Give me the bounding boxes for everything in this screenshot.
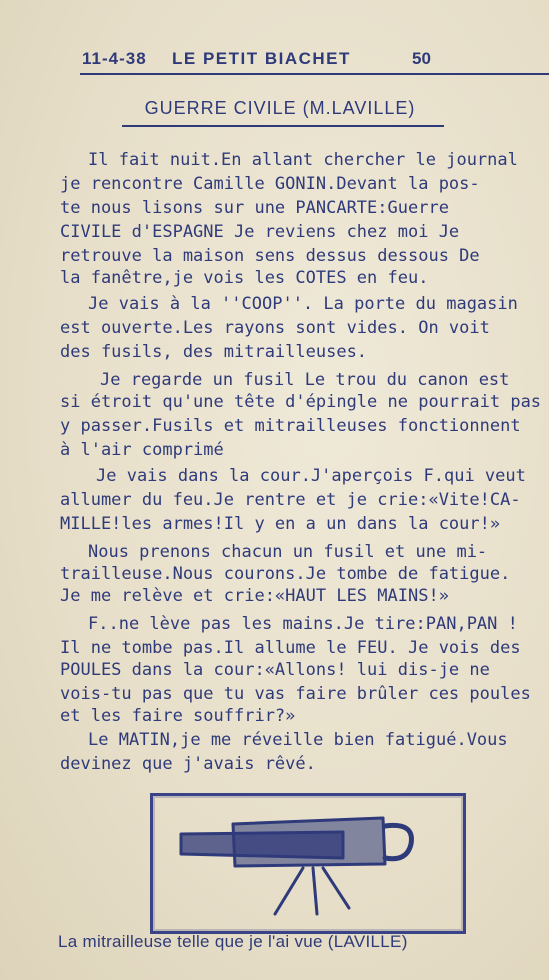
header-rule [80, 73, 549, 75]
title-underline [122, 125, 444, 127]
body-line: devinez que j'avais rêvé. [60, 754, 316, 774]
body-line: Il fait nuit.En allant chercher le journal [88, 150, 518, 170]
body-line: Je vais à la ''COOP''. La porte du magasin [88, 294, 518, 314]
body-line: et les faire souffrir?» [60, 706, 296, 726]
body-line: Il ne tombe pas.Il allume le FEU. Je vois des [60, 638, 521, 658]
body-line: si étroit qu'une tête d'épingle ne pourrait pas [60, 392, 542, 412]
body-line: Le MATIN,je me réveille bien fatigué.Vous [88, 730, 508, 750]
body-line: la fanêtre,je vois les COTES en feu. [60, 268, 429, 288]
page-header [82, 44, 549, 74]
body-line: Nous prenons chacun un fusil et une mi- [88, 542, 488, 562]
body-line: des fusils, des mitrailleuses. [60, 342, 368, 362]
publication-title: LE PETIT BIACHET [172, 49, 351, 68]
page-number: 50 [412, 49, 431, 68]
body-line: à l'air comprimé [60, 440, 224, 460]
body-line: Je vais dans la cour.J'aperçois F.qui veut [96, 466, 526, 486]
machine-gun-illustration [150, 793, 466, 934]
article-title: GUERRE CIVILE (M.LAVILLE) [144, 98, 416, 118]
body-line: vois-tu pas que tu vas faire brûler ces poules [60, 684, 531, 704]
body-line: y passer.Fusils et mitrailleuses fonctionnent [60, 416, 521, 436]
body-line: Je regarde un fusil Le trou du canon est [100, 370, 510, 390]
body-line: MILLE!les armes!Il y en a un dans la cour!» [60, 514, 501, 534]
body-line: je rencontre Camille GONIN.Devant la pos- [60, 174, 480, 194]
body-line: trailleuse.Nous courons.Je tombe de fatigue. [60, 564, 511, 584]
body-line: allumer du feu.Je rentre et je crie:«Vite!CA- [60, 490, 521, 510]
body-line: te nous lisons sur une PANCARTE:Guerre [60, 198, 449, 218]
figure-caption: La mitrailleuse telle que je l'ai vue (LAVILLE) [58, 932, 408, 951]
body-line: retrouve la maison sens dessus dessous De [60, 246, 480, 266]
body-line: F..ne lève pas les mains.Je tire:PAN,PAN ! [88, 614, 518, 634]
issue-date: 11-4-38 [82, 49, 147, 68]
machine-gun-icon [153, 796, 457, 925]
body-line: est ouverte.Les rayons sont vides. On voit [60, 318, 490, 338]
body-line: POULES dans la cour:«Allons! lui dis-je ne [60, 660, 490, 680]
body-line: CIVILE d'ESPAGNE Je reviens chez moi Je [60, 222, 460, 242]
body-line: Je me relève et crie:«HAUT LES MAINS!» [60, 586, 449, 606]
